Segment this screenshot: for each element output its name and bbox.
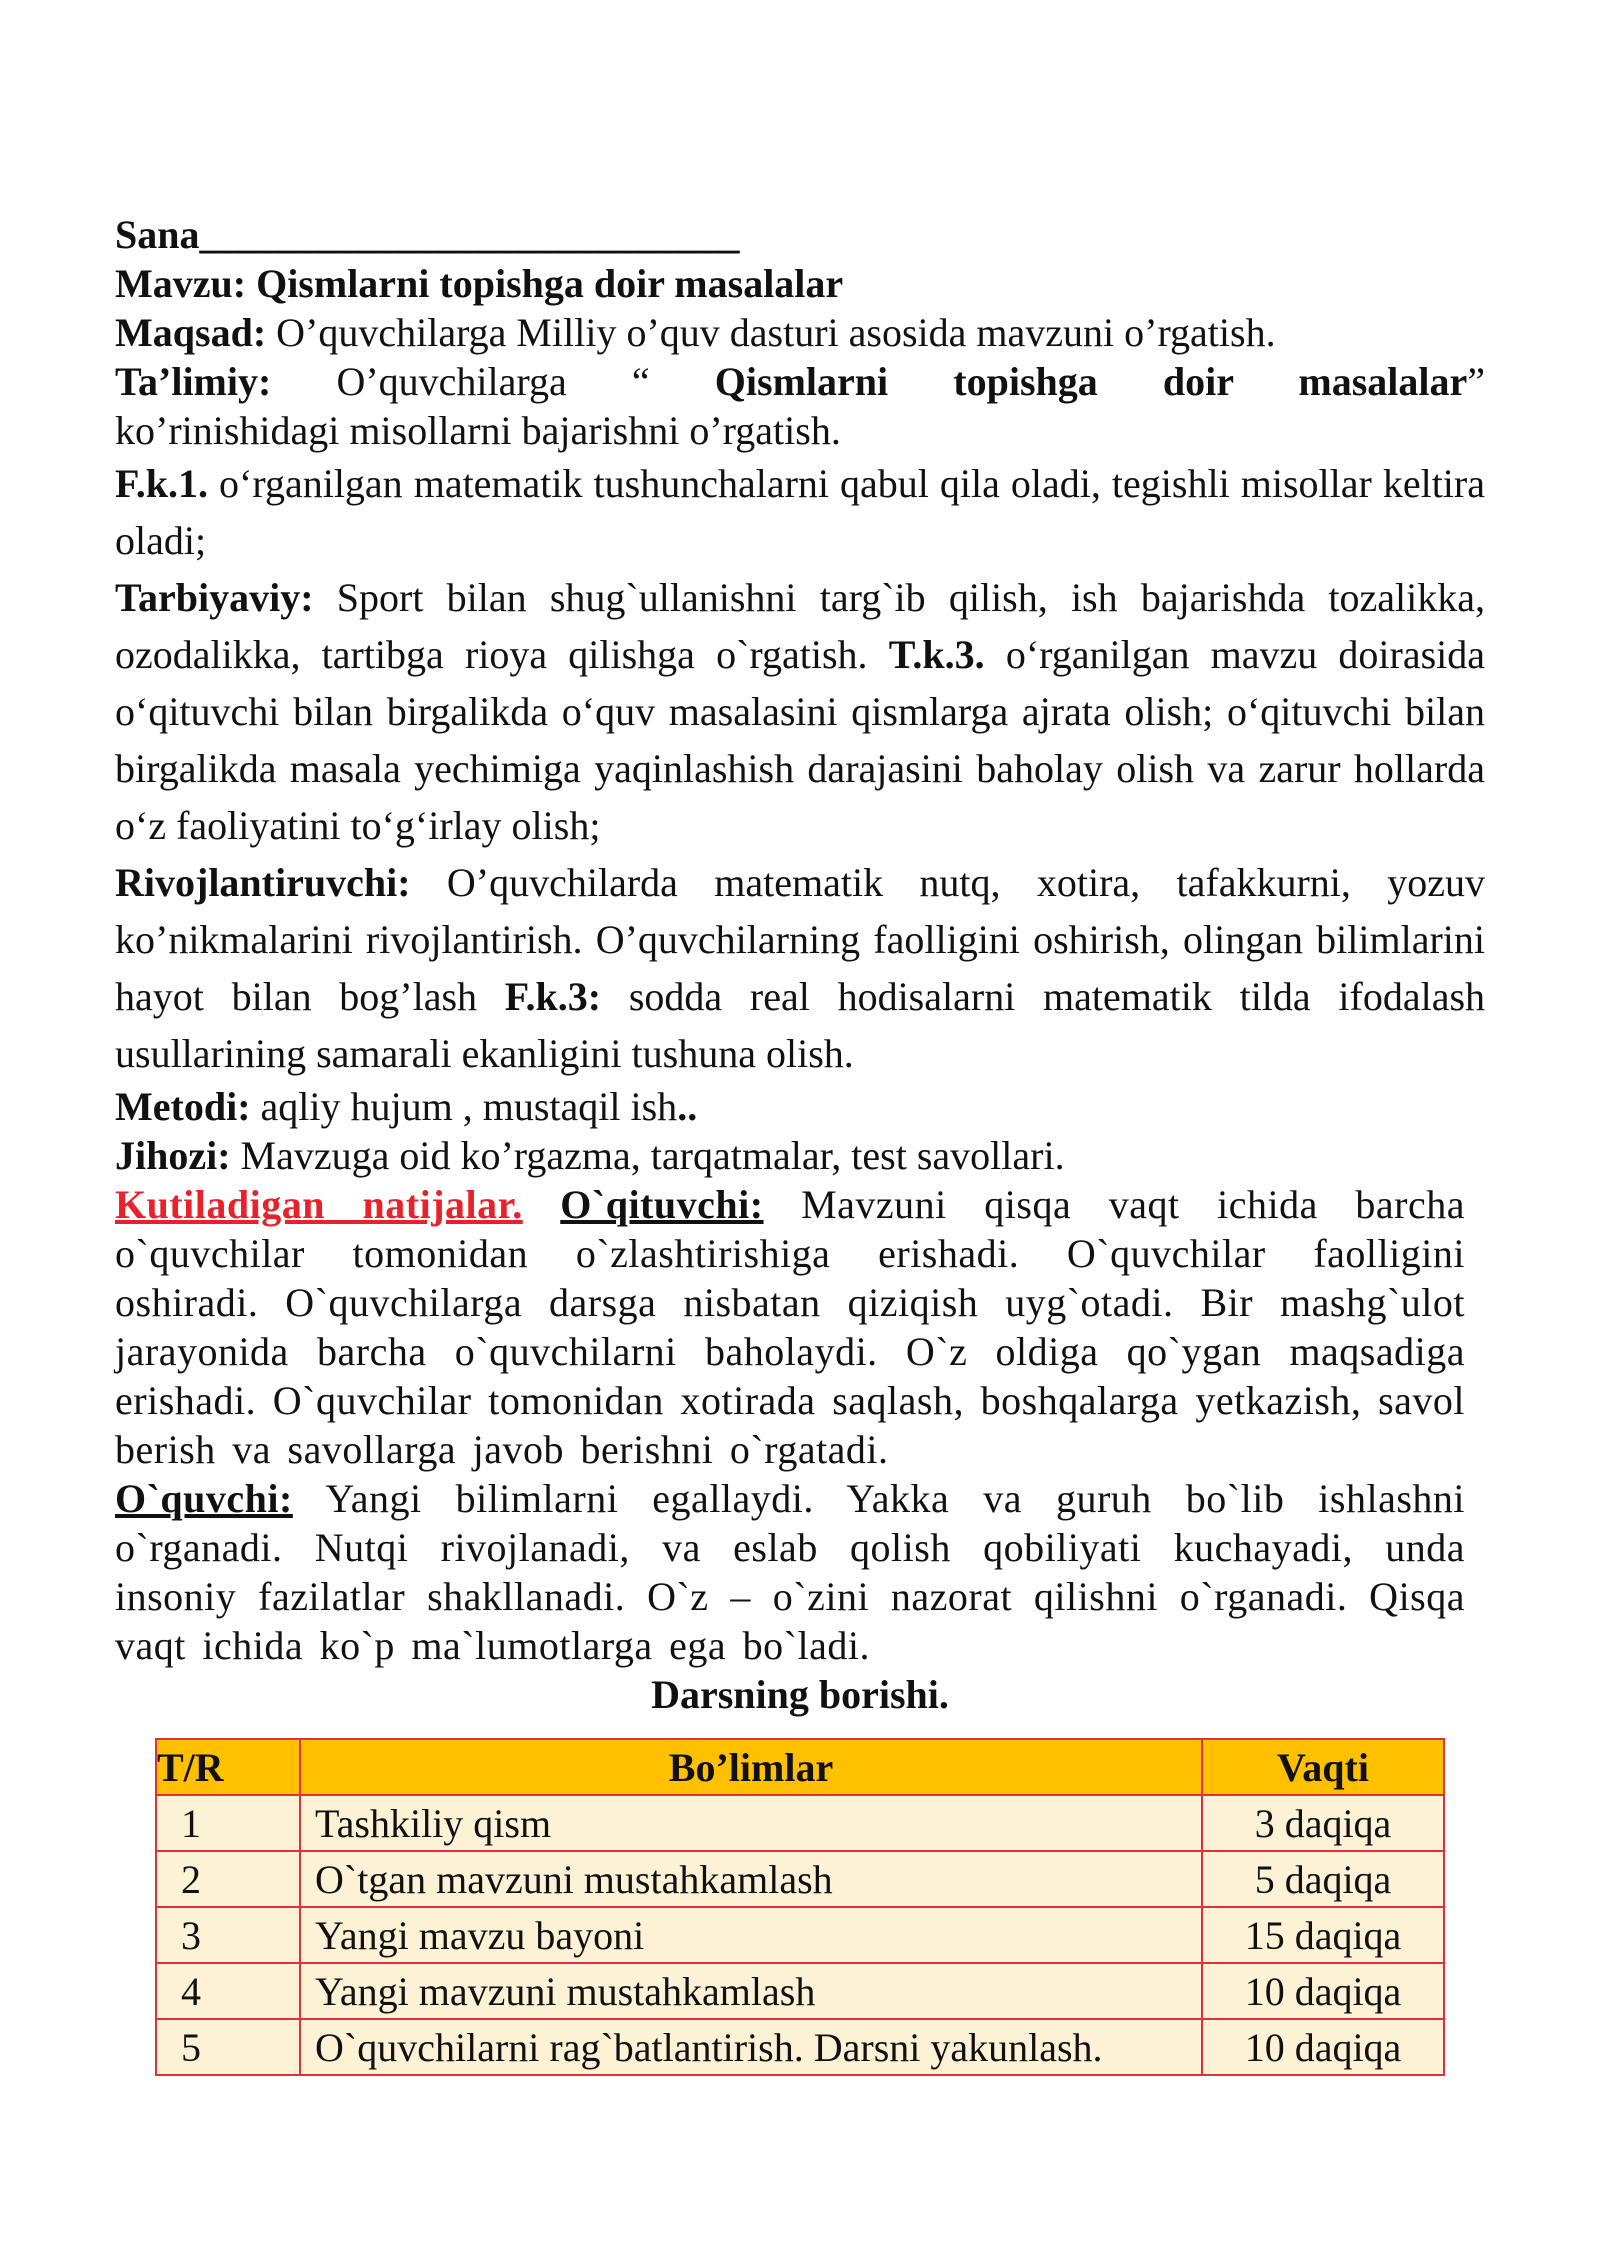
talimiy-quote-close: ” — [1467, 359, 1486, 404]
jihozi-text: Mavzuga oid ko’rgazma, tarqatmalar, test savollari. — [240, 1133, 1065, 1178]
row-section: O`tgan mavzuni mustahkamlash — [300, 1851, 1202, 1907]
row-section: Yangi mavzu bayoni — [300, 1907, 1202, 1963]
row-time: 10 daqiqa — [1202, 2019, 1444, 2075]
talimiy-text-c: ko’rinishidagi misollarni bajarishni o’rgatish. — [115, 408, 841, 453]
talimiy-text-a: O’quvchilarga — [336, 359, 567, 404]
header-sections: Bo’limlar — [300, 1739, 1202, 1795]
table-row — [156, 1963, 1444, 2019]
talimiy-quote-open: “ — [631, 359, 650, 404]
metodi-line — [115, 1082, 1485, 1131]
row-time: 3 daqiqa — [1202, 1795, 1444, 1851]
natijalar-paragraph — [115, 1180, 1465, 1474]
row-time: 15 daqiqa — [1202, 1907, 1444, 1963]
sana-label: Sana — [115, 212, 200, 257]
rivojlantiruvchi-label: Rivojlantiruvchi: — [115, 860, 411, 905]
student-paragraph — [115, 1474, 1465, 1670]
talimiy-topic: Qismlarni topishga doir masalalar — [714, 359, 1468, 404]
mavzu-text: Qismlarni topishga doir masalalar — [256, 261, 844, 306]
talimiy-line-2 — [115, 406, 1485, 455]
mavzu-label: Mavzu: — [115, 261, 247, 306]
fk1-label: F.k.1. — [115, 461, 209, 506]
rivojlantiruvchi-text-b: sodda real hodisalarni matematik tilda ifodalash usullarining samarali ekanligini tushuna olish. — [115, 974, 1486, 1076]
tarbiyaviy-label: Tarbiyaviy: — [115, 575, 314, 620]
row-section: Yangi mavzuni mustahkamlash — [300, 1963, 1202, 2019]
sana-line — [115, 210, 1485, 259]
metodi-text: aqliy hujum , mustaqil ish — [260, 1084, 678, 1129]
row-number: 1 — [156, 1795, 300, 1851]
tarbiyaviy-paragraph — [115, 569, 1485, 854]
table-row — [156, 1851, 1444, 1907]
student-label: O`quvchi: — [115, 1476, 293, 1521]
row-number: 4 — [156, 1963, 300, 2019]
row-section: O`quvchilarni rag`batlantirish. Darsni yakunlash. — [300, 2019, 1202, 2075]
natijalar-label: Kutiladigan natijalar. — [115, 1182, 523, 1227]
jihozi-label: Jihozi: — [115, 1133, 231, 1178]
row-number: 5 — [156, 2019, 300, 2075]
table-row — [156, 1795, 1444, 1851]
sana-blank: ___________________________ — [199, 212, 740, 257]
table-row — [156, 2019, 1444, 2075]
row-time: 10 daqiqa — [1202, 1963, 1444, 2019]
tarbiyaviy-text-b: o‘rganilgan mavzu doirasida o‘qituvchi bilan birgalikda o‘quv masalasini qismlarga ajrata olish; o‘qituvchi bilan birgalikda masala yechimiga yaqinlashish darajasini baholay olish va zarur hollarda o‘z faoliyatini to‘g‘irlay olish; — [115, 632, 1486, 848]
mavzu-line — [115, 259, 1485, 308]
header-time: Vaqti — [1202, 1739, 1444, 1795]
tk3-label: T.k.3. — [888, 632, 985, 677]
metodi-label: Metodi: — [115, 1084, 251, 1129]
maqsad-text: O’quvchilarga Milliy o’quv dasturi asosida mavzuni o’rgatish. — [276, 310, 1276, 355]
fk1-text: o‘rganilgan matematik tushunchalarni qabul qila oladi, tegishli misollar keltira oladi; — [115, 461, 1485, 563]
jihozi-line — [115, 1131, 1485, 1180]
header-tr: T/R — [156, 1739, 300, 1795]
row-number: 3 — [156, 1907, 300, 1963]
talimiy-line — [115, 357, 1485, 406]
plan-title: Darsning borishi. — [651, 1672, 949, 1717]
row-number: 2 — [156, 1851, 300, 1907]
lesson-plan-table — [155, 1738, 1445, 2076]
fk1-paragraph — [115, 455, 1485, 569]
metodi-tail: .. — [677, 1084, 698, 1129]
fk3-label: F.k.3: — [504, 974, 602, 1019]
teacher-label: O`qituvchi: — [560, 1182, 764, 1227]
lesson-plan-text — [115, 210, 1485, 1719]
row-time: 5 daqiqa — [1202, 1851, 1444, 1907]
maqsad-label: Maqsad: — [115, 310, 267, 355]
row-section: Tashkiliy qism — [300, 1795, 1202, 1851]
teacher-text: Mavzuni qisqa vaqt ichida barcha o`quvchilar tomonidan o`zlashtirishiga erishadi. O`quvchilar faolligini oshiradi. O`quvchilarga darsga nisbatan qiziqish uyg`otadi. Bir mashg`ulot jarayonida barcha o`quvchilarni baholaydi. O`z oldiga qo`ygan maqsadiga erishadi. O`quvchilar tomonidan xotirada saqlash, boshqalarga yetkazish, savol berish va savollarga javob berishni o`rgatadi. — [115, 1182, 1465, 1472]
talimiy-label: Ta’limiy: — [115, 359, 272, 404]
student-text: Yangi bilimlarni egallaydi. Yakka va guruh bo`lib ishlashni o`rganadi. Nutqi rivojlanadi, va eslab qolish qobiliyati kuchayadi, unda insoniy fazilatlar shakllanadi. O`z – o`zini nazorat qilishni o`rganadi. Qisqa vaqt ichida ko`p ma`lumotlarga ega bo`ladi. — [115, 1476, 1466, 1668]
rivojlantiruvchi-text-a: O’quvchilarda matematik nutq, xotira, tafakkurni, yozuv ko’nikmalarini rivojlantirish. O’quvchilarning faolligini oshirish, olingan bilimlarini hayot bilan bog’lash — [115, 860, 1485, 1019]
rivojlantiruvchi-paragraph — [115, 854, 1485, 1082]
table-header-row — [156, 1739, 1444, 1795]
table-row — [156, 1907, 1444, 1963]
maqsad-line — [115, 308, 1485, 357]
tarbiyaviy-text-a: Sport bilan shug`ullanishni targ`ib qilish, ish bajarishda tozalikka, ozodalikka, tartibga rioya qilishga o`rgatish. — [115, 575, 1486, 677]
